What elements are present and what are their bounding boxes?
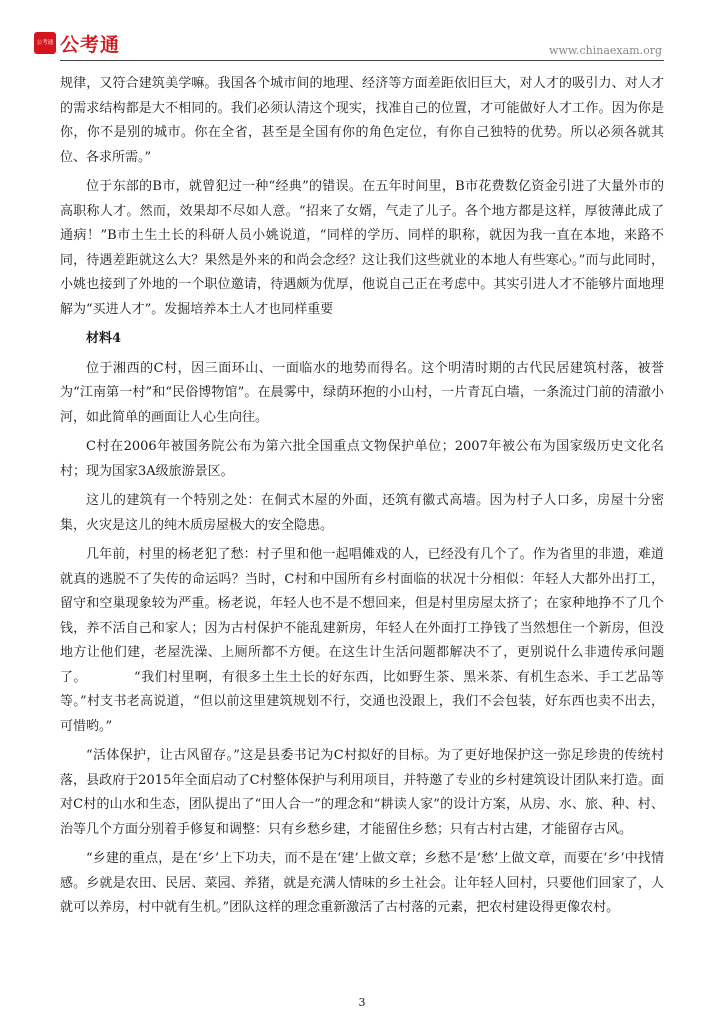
document-body <box>60 72 664 926</box>
paragraph-c-village-honors: C村在2006年被国务院公布为第六批全国重点文物保护单位；2007年被公布为国家级历史文化名村；现为国家3A级旅游景区。 <box>60 439 664 479</box>
site-url: www.chinaexam.org <box>549 44 662 57</box>
site-logo[interactable] <box>34 30 120 56</box>
paragraph-architecture: 这儿的建筑有一个特别之处：在侗式木屋的外面，还筑有徽式高墙。因为村子人口多，房屋十分密集，火灾是这儿的纯木质房屋极大的安全隐患。 <box>60 493 664 533</box>
logo-text: 公考通 <box>60 33 121 56</box>
material-heading: 材料4 <box>86 331 122 346</box>
paragraph-continued: 规律，又符合建筑美学嘛。我国各个城市间的地理、经济等方面差距依旧巨大，对人才的吸引力、对人才的需求结构都是大不相同的。我们必须认清这个现实，找准自己的位置，才可能做好人才工作。因为你是你，你不是别的城市。你在全省，甚至是全国有你的角色定位，有你自己独特的优势。所以必须各就其位、各求所需。” <box>60 76 664 165</box>
page-number: 3 <box>358 996 366 1009</box>
paragraph-b-city: 位于东部的B市，就曾犯过一种“经典”的错误。在五年时间里，B市花费数亿资金引进了大量外市的高职称人才。然而，效果却不尽如人意。“招来了女婿，气走了儿子。各个地方都是这样，厚彼薄此成了通病！”B市土生土长的科研人员小姚说道，“同样的学历、同样的职称，就因为我一直在本地，来路不同，待遇差距就这么大？果然是外来的和尚会念经？这让我们这些就业的本地人有些寒心。”而与此同时，小姚也接到了外地的一个职位邀请，待遇颇为优厚，他说自己正在考虑中。其实引进人才不能够片面地理解为“买进人才”。发掘培养本土人才也同样重要 <box>60 179 664 317</box>
logo-mark-icon: 公考通 <box>34 32 56 54</box>
paragraph-living-protection: “活体保护，让古风留存。”这是县委书记为C村拟好的目标。为了更好地保护这一弥足珍贵的传统村落，县政府于2015年全面启动了C村整体保护与利用项目，并特邀了专业的乡村建筑设计团队来打造。面对C村的山水和生态，团队提出了“田人合一”的理念和“耕读人家”的设计方案，从房、水、旅、种、村、治等几个方面分别着手修复和调整：只有乡愁乡建，才能留住乡愁；只有古村古建，才能留存古风。 <box>60 748 664 837</box>
paragraph-c-village-intro: 位于湘西的C村，因三面环山、一面临水的地势而得名。这个明清时期的古代民居建筑村落，被誉为“江南第一村”和“民俗博物馆”。在晨雾中，绿荫环抱的小山村，一片青瓦白墙，一条流过门前的清澈小河，如此简单的画面让人心生向往。 <box>60 360 664 425</box>
header-divider <box>60 60 664 61</box>
paragraph-rural-construction: “乡建的重点，是在‘乡’上下功夫，而不是在‘建’上做文章；乡愁不是‘愁’上做文章，而要在‘乡’中找情感。乡就是农田、民居、菜园、养猪，就是充满人情味的乡土社会。让年轻人回村，只要他们回家了，人就可以养房，村中就有生机。”团队这样的理念重新激活了古村落的元素，把农村建设得更像农村。 <box>60 851 664 915</box>
paragraph-yang-lao: 几年前，村里的杨老犯了愁：村子里和他一起唱傩戏的人，已经没有几个了。作为省里的非遗，难道就真的逃脱不了失传的命运吗？当时，C村和中国所有乡村面临的状况十分相似：年轻人大都外出打工，留守和空巢现象较为严重。杨老说，年轻人也不是不想回来，但是村里房屋太挤了；在家种地挣不了几个钱，养不活自己和家人；因为古村保护不能乱建新房，年轻人在外面打工挣钱了当然想住一个新房，但没地方让他们建，老屋洗澡、上厕所都不方便。在这生计生活问题都解决不了，更别说什么非遗传承问题了。 “我们村里啊，有很多土生土长的好东西，比如野生茶、黑米茶、有机生态米、手工艺品等等。”村支书老高说道，“但以前这里建筑规划不行，交通也没跟上，我们不会包装，好东西也卖不出去，可惜哟。” <box>60 547 664 734</box>
page-header <box>0 0 724 64</box>
